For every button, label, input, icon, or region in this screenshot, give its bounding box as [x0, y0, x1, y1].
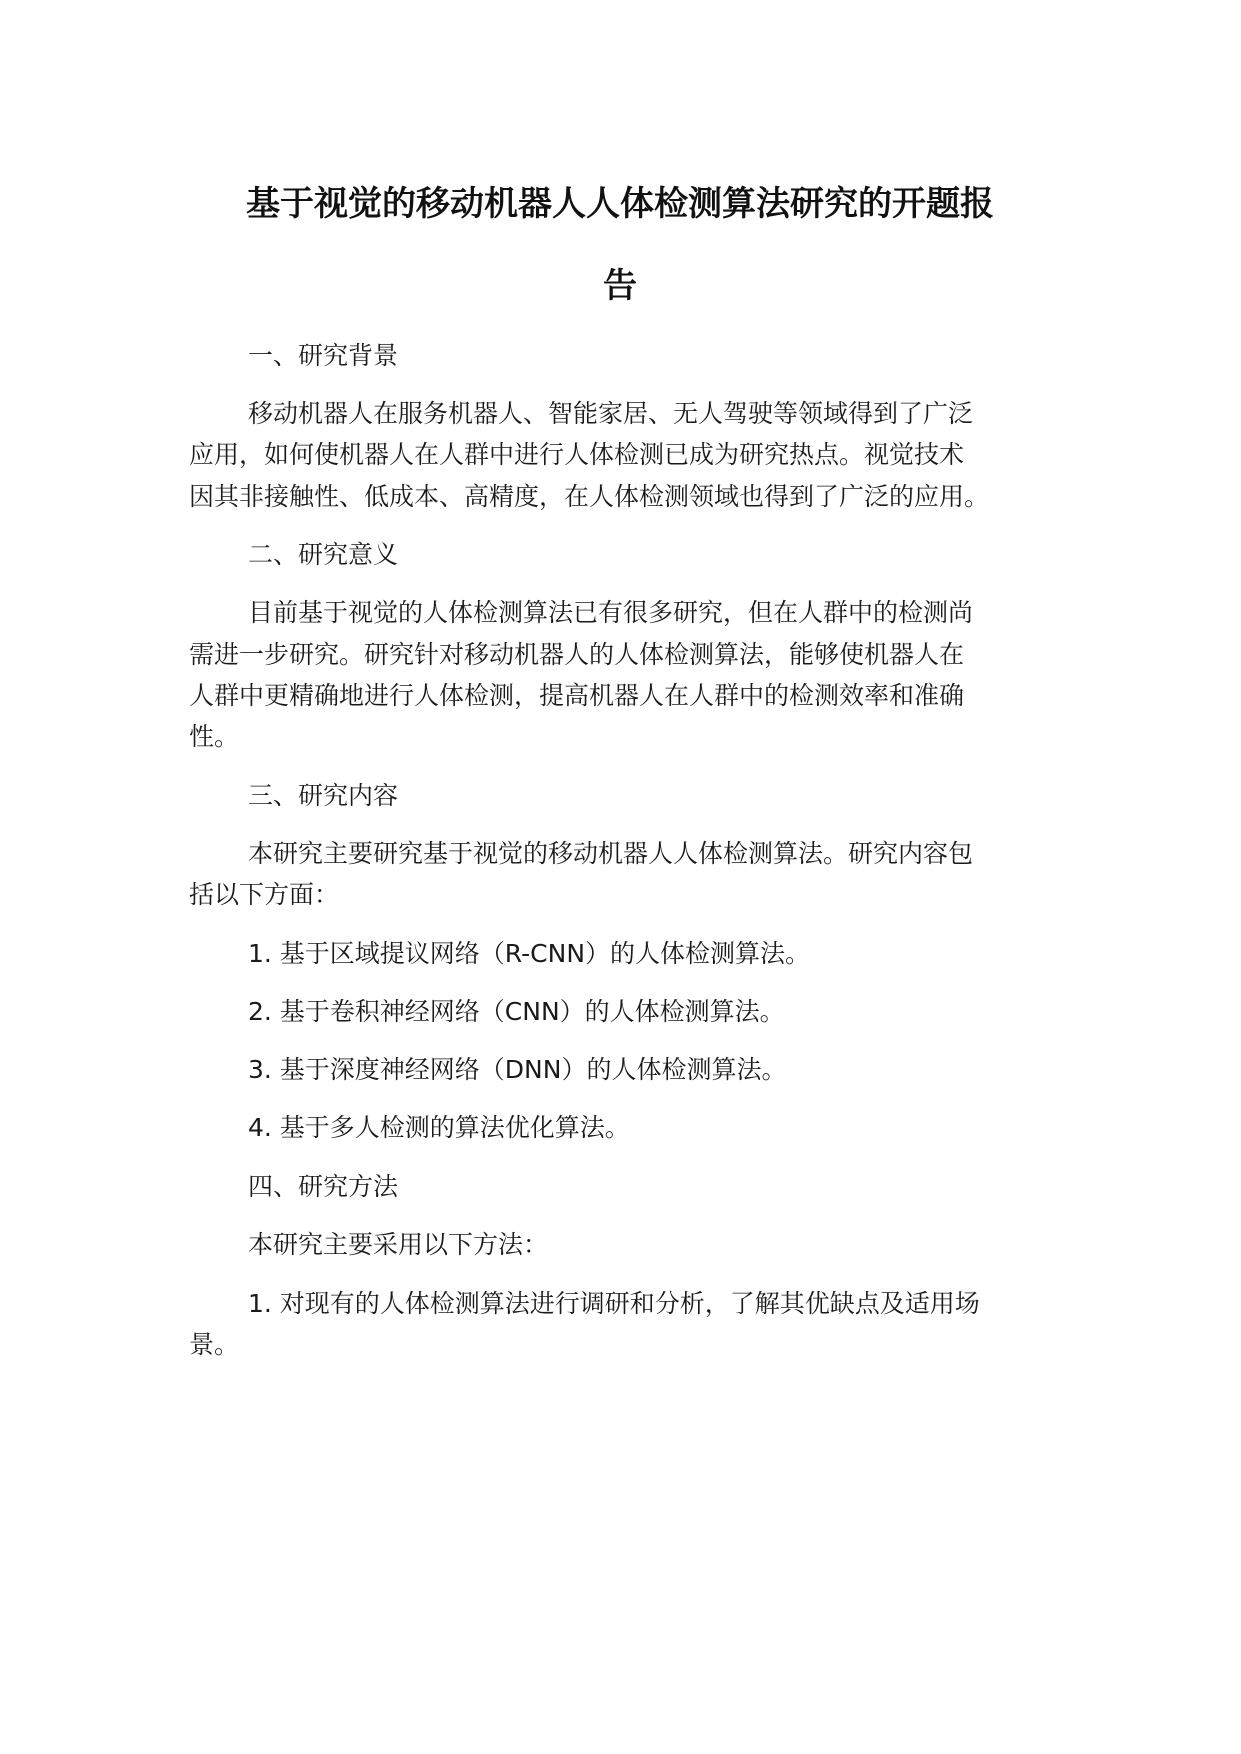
document-title-line-2: 告 [603, 266, 637, 306]
paragraph-line: 移动机器人在服务机器人、智能家居、无人驾驶等领域得到了广泛 [248, 399, 974, 428]
paragraph-line: 性。 [189, 722, 240, 751]
paragraph-line: 本研究主要研究基于视觉的移动机器人人体检测算法。研究内容包 [248, 839, 974, 868]
list-item-continuation: 景。 [189, 1330, 240, 1359]
list-item: 4. 基于多人检测的算法优化算法。 [248, 1113, 630, 1142]
paragraph-line: 因其非接触性、低成本、高精度，在人体检测领域也得到了广泛的应用。 [189, 482, 990, 511]
paragraph-line: 需进一步研究。研究针对移动机器人的人体检测算法，能够使机器人在 [189, 640, 965, 669]
section-heading-background: 一、研究背景 [248, 341, 399, 370]
section-heading-significance: 二、研究意义 [248, 540, 399, 569]
document-title-line-1: 基于视觉的移动机器人人体检测算法研究的开题报 [246, 184, 994, 224]
list-item: 1. 对现有的人体检测算法进行调研和分析，了解其优缺点及适用场 [248, 1289, 980, 1318]
list-item: 1. 基于区域提议网络（R-CNN）的人体检测算法。 [248, 939, 811, 968]
paragraph-line: 括以下方面： [189, 880, 340, 909]
paragraph-line: 本研究主要采用以下方法： [248, 1230, 549, 1259]
section-heading-content: 三、研究内容 [248, 781, 399, 810]
list-item: 2. 基于卷积神经网络（CNN）的人体检测算法。 [248, 997, 785, 1026]
paragraph-line: 目前基于视觉的人体检测算法已有很多研究，但在人群中的检测尚 [248, 598, 974, 627]
paragraph-line: 应用，如何使机器人在人群中进行人体检测已成为研究热点。视觉技术 [189, 440, 965, 469]
list-item: 3. 基于深度神经网络（DNN）的人体检测算法。 [248, 1055, 787, 1084]
paragraph-line: 人群中更精确地进行人体检测，提高机器人在人群中的检测效率和准确 [189, 681, 965, 710]
section-heading-methods: 四、研究方法 [248, 1172, 399, 1201]
